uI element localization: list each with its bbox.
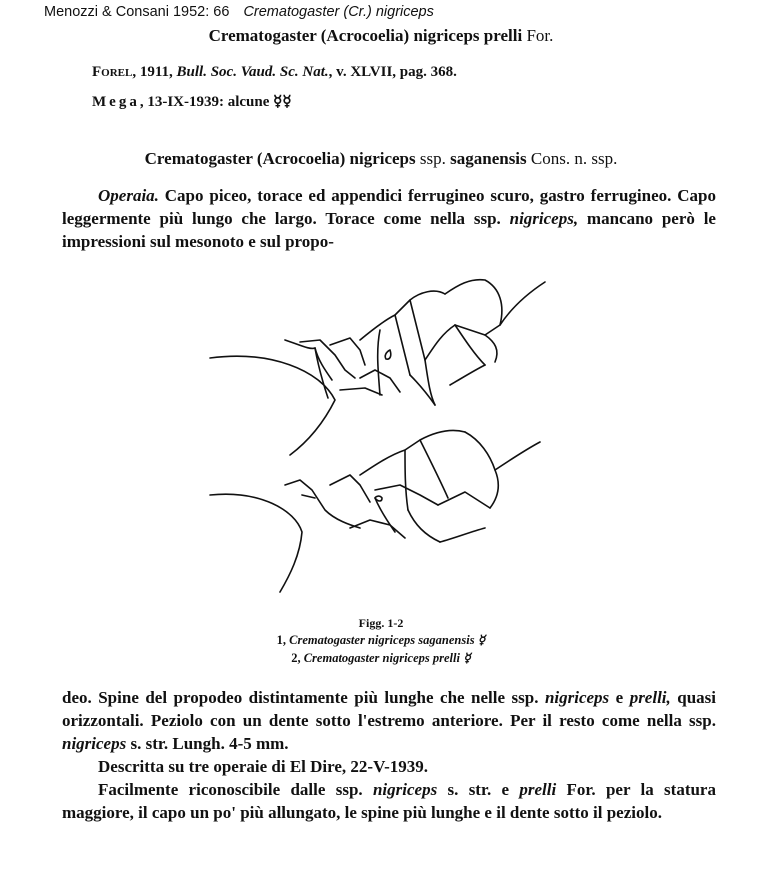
figure-1-drawing	[210, 280, 545, 455]
para2-line3i2: prelli	[519, 780, 557, 799]
para2-line3i1: nigriceps	[372, 780, 438, 799]
para2-t2: e	[609, 688, 630, 707]
lead-word: Operaia.	[98, 186, 159, 205]
para2-t4: s. str. Lungh. 4-5 mm.	[126, 734, 289, 753]
citation-year: , 1911,	[132, 64, 177, 80]
header-taxon: Crematogaster (Cr.) nigriceps	[243, 4, 434, 20]
para2-i1: nigriceps	[544, 688, 610, 707]
section1-title-text: Crematogaster (Acrocoelia) nigriceps prelli	[208, 26, 523, 45]
caption-1-number: 1,	[276, 633, 286, 647]
caption-2-number: 2,	[291, 651, 301, 665]
figure-drawings	[200, 270, 560, 600]
para2-line3c: For. per la statura maggiore, il capo un po' più allungato, le spine più lunghe e il dente sotto il peziolo.	[62, 780, 716, 822]
caption-1-text: Crematogaster nigriceps saganensis ☿	[289, 633, 486, 647]
para1-text2: mancano però le impressioni sul mesonoto e sul propo-	[62, 209, 716, 251]
para2-line2: Descritta su tre operaie di El Dire, 22-V-1939.	[98, 757, 429, 776]
figure-caption-2	[0, 650, 762, 666]
figure-heading: Figg. 1-2	[358, 616, 404, 630]
figure-2-drawing	[210, 430, 540, 592]
locality-name: Mega	[92, 94, 140, 110]
citation-author: Forel	[92, 64, 133, 80]
citation-volume: , v. XLVII, pag. 368.	[328, 64, 457, 80]
section1-citation	[92, 64, 457, 81]
citation-journal: Bull. Soc. Vaud. Sc. Nat.	[176, 64, 329, 80]
caption-2-text: Crematogaster nigriceps prelli ☿	[303, 651, 471, 665]
para2-t1: deo. Spine del propodeo distintamente più lunghe che nelle ssp.	[62, 688, 545, 707]
description-paragraph-1	[62, 184, 716, 253]
para1-italic1: nigriceps,	[509, 209, 579, 228]
section1-locality	[92, 92, 292, 111]
para2-line3a: Facilmente riconoscibile dalle ssp.	[98, 780, 373, 799]
figure-caption-1	[0, 632, 762, 648]
section2-title	[0, 149, 762, 169]
description-paragraph-2	[62, 686, 716, 824]
para2-line3b: s. str. e	[437, 780, 520, 799]
section1-author: For.	[526, 26, 554, 45]
locality-detail: , 13-IX-1939: alcune ☿☿	[139, 94, 292, 110]
para2-i3: nigriceps	[62, 734, 127, 753]
para1-text1: Capo piceo, torace ed appendici ferrugineo scuro, gastro ferrugineo. Capo leggermente più lungo che largo. Torace come nella ssp.	[62, 186, 716, 228]
header-reference: Menozzi & Consani 1952: 66	[44, 4, 230, 20]
section2-title-text: Crematogaster (Acrocoelia) nigriceps	[144, 149, 416, 168]
para2-t3: quasi orizzontali. Peziolo con un dente sotto l'estremo anteriore. Per il resto come nella ssp.	[62, 688, 717, 730]
para2-i2: prelli,	[629, 688, 671, 707]
section1-title	[0, 26, 762, 46]
page-header	[44, 4, 434, 20]
section2-rank: ssp.	[419, 149, 446, 168]
section2-author: Cons. n. ssp.	[530, 149, 618, 168]
section2-name: saganensis	[450, 149, 527, 168]
